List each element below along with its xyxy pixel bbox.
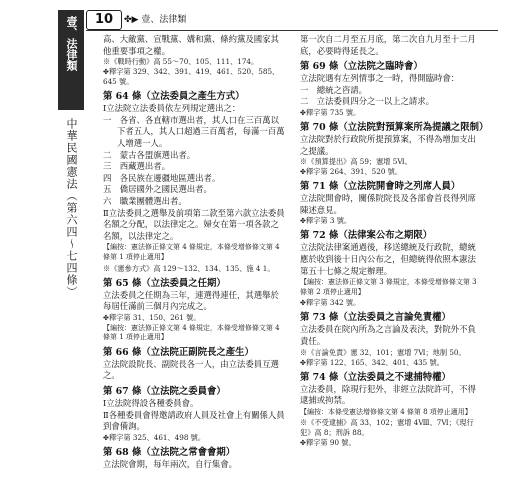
- article-71: [300, 180, 484, 226]
- article-69: [300, 60, 484, 118]
- editor-note: 【編按：本條受憲法增修條文第 4 條第 8 項停止適用】: [300, 407, 472, 416]
- article-64: [103, 90, 287, 273]
- left-column: [103, 34, 287, 470]
- list-item: 三 西藏選出者。: [103, 161, 170, 172]
- cross-reference: ※《戰時行動》高 55～70、105、111、174。: [103, 57, 259, 67]
- article-heading: 第 69 條（立法院之臨時會）: [300, 61, 423, 73]
- interpretation-reference: ✤釋字第 122、165、342、401、435 號。: [300, 357, 444, 367]
- article-paragraph: 立法委員在院內所為之言論及表決，對院外不負責任。: [300, 324, 476, 346]
- list-item: 一 各省、各直轄市選出者，其人口在三百萬以下者五人，其人口超過三百萬者，每滿一百萬人增選一人。: [103, 114, 285, 148]
- list-item: 六 職業團體選出者。: [103, 195, 187, 206]
- header-rule: [86, 30, 498, 31]
- article-paragraph: Ⅰ立法院立法委員依左列規定選出之：: [103, 103, 241, 114]
- list-item: 二 蒙古各盟旗選出者。: [103, 149, 196, 160]
- article-heading: 第 64 條（立法委員之產生方式）: [103, 91, 245, 103]
- article-paragraph: Ⅰ立法院得設各種委員會。: [103, 398, 199, 409]
- continued-paragraph: 高、大敵黨、宣戰黨、媾和黨、條約黨及國家其他重要事項之權。: [103, 34, 279, 56]
- article-paragraph: 立法院對於行政院所提預算案，不得為增加支出之提議。: [300, 133, 476, 156]
- article-65: [103, 277, 287, 343]
- article-paragraph: Ⅱ立法委員之選舉及前項第二款至第六款立法委員名額之分配，以法律定之。婦女在第一項各款之名額，以法律定之。: [103, 207, 285, 241]
- article-heading: 第 65 條（立法委員之任期）: [103, 277, 226, 289]
- interpretation-reference: ✤釋字第 3 號。: [300, 216, 352, 226]
- cross-reference: ※《憲參方式》高 129～132、134、135、施 4 1。: [103, 263, 275, 273]
- article-heading: 第 73 條（立法委員之言論免責權）: [300, 312, 451, 324]
- article-paragraph: 立法院會期，每年兩次，自行集會。: [103, 458, 237, 469]
- right-column: [300, 34, 489, 448]
- article-paragraph: Ⅱ各種委員會得邀請政府人員及社會上有關係人員到會備詢。: [103, 409, 285, 432]
- editor-note: 【編按：憲法修正條文第 4 條規定，本條受增修條文第 4 條第 1 項停止適用】: [103, 243, 280, 261]
- cross-reference: ※《預算提出》高 59；憲增 5Ⅵ。: [300, 157, 412, 167]
- article-72: [300, 229, 484, 308]
- article-paragraph: 立法委員，除現行犯外，非經立法院許可，不得逮捕或拘禁。: [300, 383, 476, 406]
- interpretation-reference: ✤釋字第 264、391、520 號。: [300, 167, 403, 177]
- cross-reference: ※《言論免責》憲 32、101；憲增 7Ⅵ；地制 50。: [300, 347, 466, 357]
- article-heading: 第 71 條（立法院開會時之列席人員）: [300, 181, 461, 193]
- page-number: 10: [86, 10, 122, 30]
- article-68: [103, 446, 287, 471]
- article-heading: 第 66 條（立法院正副院長之產生）: [103, 346, 254, 358]
- article-66: [103, 346, 287, 382]
- editor-note: 【編按：憲法修正條文第 3 條規定，本條受增修條文第 3 條第 2 項停止適用】: [300, 278, 477, 296]
- article-paragraph: 立法院開會時，關係院院長及各部會首長得列席陳述意見。: [300, 193, 476, 215]
- article-heading: 第 68 條（立法院之常會會期）: [103, 446, 236, 458]
- interpretation-reference: ✤釋字第 325、461、498 號。: [103, 432, 206, 442]
- article-heading: 第 67 條（立法院之委員會）: [103, 386, 226, 398]
- article-74: [300, 371, 484, 449]
- list-item: 一 總統之咨請。: [300, 84, 367, 95]
- list-item: 四 各民族在邊疆地區選出者。: [103, 172, 221, 183]
- article-70: [300, 121, 489, 177]
- interpretation-reference: ✤釋字第 329、342、391、419、461、520、585、645 號。: [103, 67, 280, 87]
- article-paragraph: 立法院設院長、副院長各一人，由立法委員互選之。: [103, 358, 279, 381]
- chapter-tab: [58, 10, 84, 110]
- article-heading: 第 70 條（立法院對預算案所為提議之限制）: [300, 121, 489, 133]
- chapter-tab-label: 壹、法律類: [65, 16, 78, 71]
- interpretation-reference: ✤釋字第 31、150、261 號。: [103, 312, 201, 322]
- article-73: [300, 311, 484, 367]
- article-paragraph: 立法院法律案通過後，移送總統及行政院，總統應於收到後十日內公布之，但總統得依照本憲法第五十七條之規定辦理。: [300, 242, 476, 276]
- list-item: 五 僑居國外之國民選出者。: [103, 184, 212, 195]
- interpretation-reference: ✤釋字第 90 號。: [300, 438, 356, 448]
- article-paragraph: 立法委員之任期為三年，連選得連任，其選舉於每屆任滿前三個月內完成之。: [103, 289, 279, 312]
- law-title-vertical: 中華民國憲法（第六四～七四條）: [65, 118, 78, 298]
- list-item: 二 立法委員四分之一以上之請求。: [300, 96, 434, 107]
- interpretation-reference: ✤釋字第 735 號。: [300, 107, 361, 117]
- header-arrow-icon: ✤▶: [124, 15, 139, 25]
- running-header: [124, 12, 186, 25]
- header-title: 壹、法律類: [141, 15, 187, 25]
- cross-reference: ※《不受逮捕》高 33、102；憲增 4Ⅷ、7Ⅵ；《現行犯》高 8；刑訴 88。: [300, 418, 474, 438]
- continued-paragraph: 第一次自二月至五月底，第二次自九月至十二月底，必要時得延長之。: [300, 34, 476, 56]
- interpretation-reference: ✤釋字第 342 號。: [300, 298, 361, 308]
- article-heading: 第 74 條（立法委員之不逮捕特權）: [300, 371, 451, 383]
- article-paragraph: 立法院遇有左列情事之一時，得開臨時會：: [300, 73, 460, 84]
- editor-note: 【編按：憲法修正條文第 4 條規定，本條受增修條文第 4 條第 1 項停止適用】: [103, 323, 280, 342]
- article-heading: 第 72 條（法律案公布之期限）: [300, 230, 433, 242]
- article-67: [103, 385, 287, 443]
